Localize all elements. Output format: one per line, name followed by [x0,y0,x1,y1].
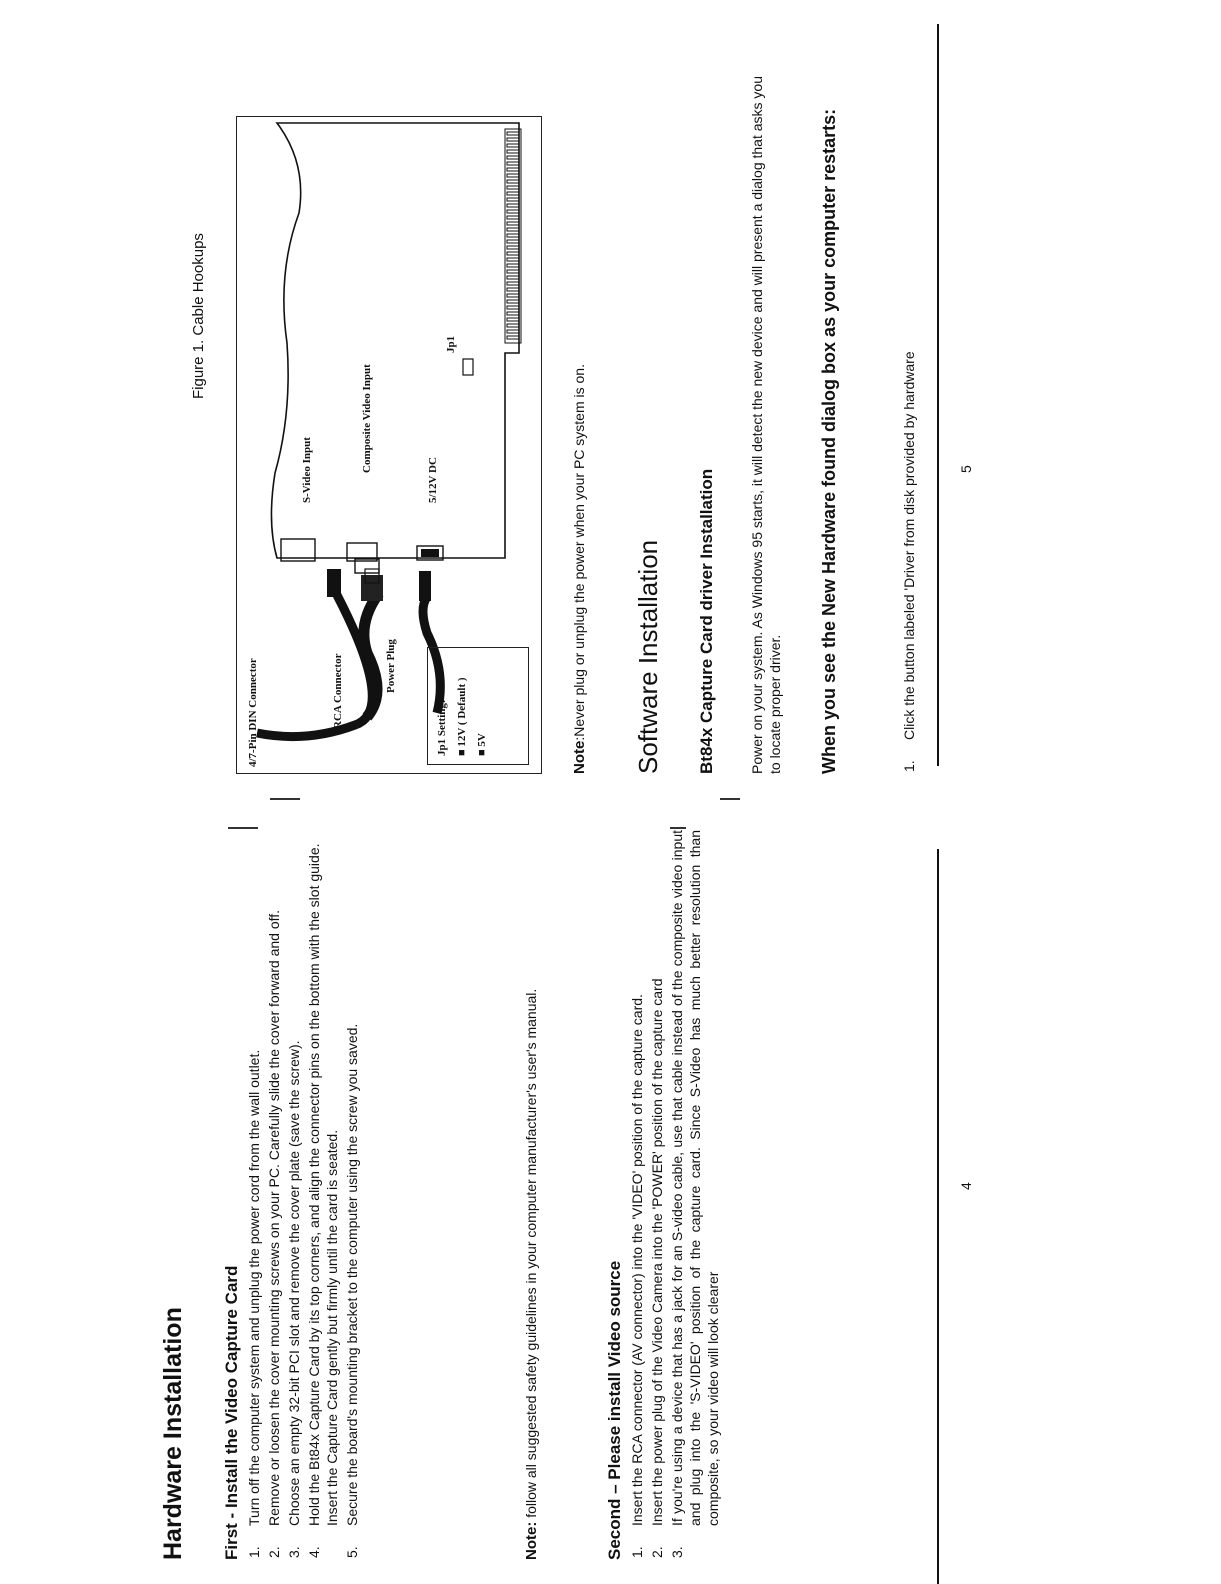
note-label: Note [571,740,588,774]
dialog-heading: When you see the New Hardware found dialog box as your computer restarts: [819,108,839,774]
label-rca-connector: RCA Connector [332,653,344,729]
jumper-setting-box [427,647,529,765]
connector-pin [507,138,519,141]
driver-installation-heading: Bt84x Capture Card driver Installation [697,468,716,774]
label-composite-input: Composite Video Input [361,364,373,473]
cable-hookup-figure [236,116,542,774]
list-item: 2. Remove or loosen the cover mounting screws on your PC. Carefully slide the cover forward and off. [266,909,282,1558]
figure-caption: Figure 1. Cable Hookups [190,233,207,399]
list-item: 5. Secure the board's mounting bracket to the computer using the screw you saved. [344,1023,360,1558]
connector-pin [507,186,519,189]
first-steps-list [245,808,363,1558]
left-note [522,830,541,1560]
connector-pin [507,264,519,267]
bottom-rule-right [937,24,939,766]
connector-pin [507,168,519,171]
right-note [570,74,589,774]
label-12v-default: ■ 12V ( Default ) [456,677,468,756]
list-item: 3. If you're using a device that has a jack for an S-video cable, use that cable instead of the composite video input and plug into the 'S-VIDEO' position of the capture card. Since S-Video has much better resolution than composite, so your video will look clearer [669,830,721,1558]
heading-second: Second – Please install Video source [605,1260,624,1560]
connector-pin [507,312,519,315]
dialog-steps-list [900,72,920,772]
connector-pin [507,216,519,219]
page-number-left: 4 [958,1182,974,1190]
label-5v: ■ 5V [476,733,488,756]
page-title-hardware: Hardware Installation [159,1307,187,1560]
connector-pin [507,192,519,195]
connector-pin [507,240,519,243]
note-text: follow all suggested safety guidelines in your computer manufacturer's user's manual. [523,988,539,1522]
connector-pin [507,318,519,321]
second-steps-list [628,830,724,1558]
note-text: :Never plug or unplug the power when your PC system is on. [571,364,587,741]
connector-pin [507,288,519,291]
page-number-right: 5 [958,465,974,473]
label-din-connector: 4/7-Pin DIN Connector [247,658,259,767]
connector-pin [507,228,519,231]
list-item: 1. Turn off the computer system and unplug the power cord from the wall outlet. [246,1049,262,1558]
list-item: 1. Click the button labeled 'Driver from disk provided by hardware [901,351,917,772]
connector-pin [507,270,519,273]
label-s-video-input: S-Video Input [301,437,313,503]
list-item: 1. Insert the RCA connector (AV connector) into the 'VIDEO' position of the capture card. [629,994,645,1558]
connector-pin [507,300,519,303]
bottom-rule-left [937,849,939,1584]
software-installation-title: Software Installation [633,539,663,774]
connector-pin [507,282,519,285]
connector-pin [507,204,519,207]
connector-pin [507,258,519,261]
connector-pin [507,162,519,165]
label-jp1: Jp1 [445,335,457,353]
connector-pin [507,330,519,333]
list-item: 3. Choose an empty 32-bit PCI slot and remove the cover plate (save the screw). [286,1040,302,1558]
connector-pin [507,276,519,279]
connector-pin [507,252,519,255]
connector-pin [507,150,519,153]
connector-pin [507,174,519,177]
connector-pin [507,246,519,249]
connector-pin [507,156,519,159]
connector-pin [507,294,519,297]
margin-mark [270,798,300,800]
connector-pin [507,336,519,339]
note-label: Note: [523,1521,540,1560]
connector-pin [507,222,519,225]
margin-mark [720,798,740,800]
connector-pin [507,198,519,201]
connector-pin [507,306,519,309]
connector-pin [507,180,519,183]
connector-pin [507,234,519,237]
label-jp-setting: Jp1 Setting: [436,699,448,756]
connector-pin [507,324,519,327]
margin-mark [670,827,686,829]
label-dc-input: 5/12V DC [427,457,439,503]
label-power-plug: Power Plug [385,639,397,693]
connector-pin [507,210,519,213]
connector-pin [507,144,519,147]
list-item: 4. Hold the Bt84x Capture Card by its top corners, and align the connector pins on the bottom with the slot guide. Insert the Capture Card gently but firmly until the card is seated. [306,843,340,1558]
driver-installation-text: Power on your system. As Windows 95 starts, it will detect the new device and will present a dialog that asks you to locate proper driver. [749,76,783,774]
connector-pin [507,132,519,135]
heading-first: First - Install the Video Capture Card [222,1265,241,1560]
list-item: 2. Insert the power plug of the Video Camera into the 'POWER' position of the capture card [649,978,665,1558]
margin-mark [228,827,258,829]
